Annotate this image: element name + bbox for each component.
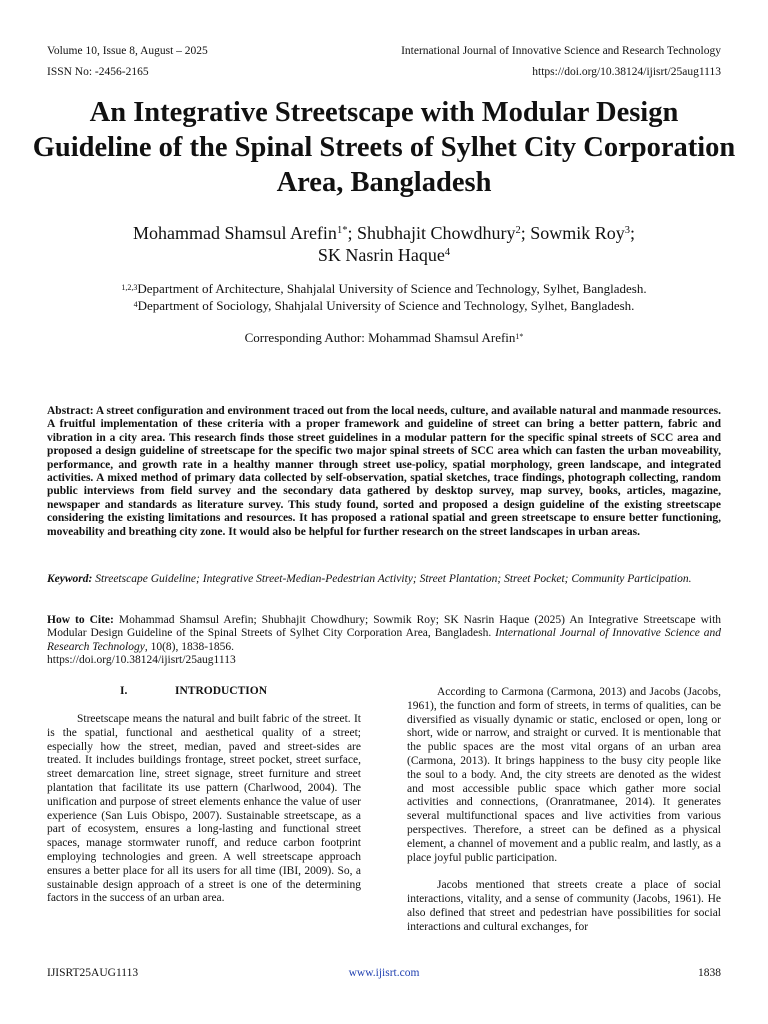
- paragraph: Jacobs mentioned that streets create a place of social interactions, vitality, and a sense of community (Jacobs, 1961). He also defined that street and pedestrian have possibilities for social interactions and cultural exchanges, for: [407, 879, 721, 933]
- right-column: [407, 686, 721, 935]
- abstract-label: Abstract:: [47, 405, 94, 417]
- author-name: Mohammad Shamsul Arefin: [132, 223, 337, 243]
- author-separator: ;: [630, 223, 636, 243]
- header-doi[interactable]: https://doi.org/10.38124/ijisrt/25aug1113: [532, 66, 721, 78]
- corresponding-author-label: Corresponding Author: Mohammad Shamsul Arefin: [244, 330, 516, 345]
- how-to-cite-label: How to Cite:: [47, 614, 114, 626]
- author-separator: ;: [347, 223, 357, 243]
- footer-page-number: 1838: [698, 967, 721, 979]
- affiliation-superscript: 4: [133, 300, 138, 309]
- section-number: I.: [120, 685, 128, 697]
- affiliation-text: Department of Architecture, Shahjalal University of Science and Technology, Sylhet, Bangladesh.: [137, 281, 647, 296]
- how-to-cite-journal: International Journal of Innovative Science and Research Technology: [47, 627, 722, 653]
- affiliation: [30, 298, 738, 314]
- corresponding-author: [30, 330, 738, 346]
- author-superscript: 3: [624, 225, 631, 236]
- header-issn: ISSN No: -2456-2165: [47, 66, 149, 78]
- left-column: [47, 713, 361, 906]
- author-superscript: 1*: [336, 225, 348, 236]
- footer-paper-id: IJISRT25AUG1113: [47, 967, 139, 979]
- paragraph: Streetscape means the natural and built fabric of the street. It is the spatial, functional and aesthetical quality of a street; especially how the street, median, paved and street-sides are treated. It includes buildings frontage, street pocket, street surface, street demarcation line, street signage, street furniture and street plantation that facilitate its use pattern (Charlwood, 2004). The unification and purpose of street elements enhance the value of user experience (San Luis Obispo, 2007). Sustainable streetscape, as a part of ecosystem, ensures a long-lasting and functional street spaces, manage stormwater runoff, and reduce carbon footprint employing technologies and green. A well streetscape approach ensures a better place for all its users for all time (IBI, 2009). So, a sustainable design approach of a street is one of the determining factors in the success of an urban area.: [47, 713, 361, 905]
- affiliation-text: Department of Sociology, Shahjalal University of Science and Technology, Sylhet, Bangladesh.: [137, 298, 635, 313]
- paragraph: According to Carmona (Carmona, 2013) and Jacobs (Jacobs, 1961), the function and form of streets, in terms of qualities, can be diversified as visually dynamic or static, enclosed or open, long or short, wide or narrow, and straight or curved. It is mentionable that the public spaces are the most vital organs of an urban area (Carmona, 2013). It brings happiness to the busy city people like the soul to a body. And, the city streets are denoted as the widest and most accessible public space which gather more social activities and connections, (Oranratmanee, 2014). It generates several multifunctional spaces and live activities from various perspectives. Therefore, a street can be defined as a physical element, a channel of movement and a public realm, and lastly, as a place joyful public participation.: [407, 686, 721, 864]
- keywords-label: Keyword:: [47, 573, 93, 585]
- paper-title: An Integrative Streetscape with Modular Design Guideline of the Spinal Streets of Sylhet City Corporation Area, Bangladesh: [32, 97, 736, 198]
- affiliation: [30, 281, 738, 297]
- how-to-cite-doi[interactable]: https://doi.org/10.38124/ijisrt/25aug1113: [47, 654, 236, 667]
- author-name: SK Nasrin Haque: [317, 245, 445, 265]
- author-name: Sowmik Roy: [530, 223, 625, 243]
- author-superscript: 2: [515, 225, 521, 236]
- affiliation-superscript: 1,2,3: [121, 283, 138, 292]
- author-superscript: 4: [444, 247, 451, 258]
- how-to-cite: [47, 614, 721, 668]
- section-title: INTRODUCTION: [175, 685, 268, 697]
- author-list: [30, 222, 738, 266]
- header-journal: International Journal of Innovative Science and Research Technology: [401, 45, 721, 57]
- keywords: [47, 573, 721, 586]
- abstract-text: A street configuration and environment traced out from the local needs, culture, and available natural and manmade resources. A fruitful implementation of these criteria with a proper framework and guideline of street can bring a better pattern, fabric and vibration in a city area. This research finds those street guidelines in a modular pattern for the specific spinal streets of SCC area and proposed a design guideline of streetscape for the specific two major spinal streets of SCC area which can fasten the urban moveability, performance, and growth rate in a healthy manner through street use-policy, spatial morphology, green landscape, and integrated activities. A mixed method of primary data collected by self-observation, spatial sketches, trace findings, photograph collecting, random public interviews from field survey and the secondary data gathered by desktop survey, map survey, books, articles, magazine, newspaper and standards as literature survey. This study found, sorted and proposed a design guideline of the existing streetscape considering the existing limitations and resources. It has proposed a rational spatial and green streetscape to ensure better functioning, moveability and breathing city zone. It would also be helpful for further research on the street landscapes in urban areas.: [47, 405, 721, 538]
- author-separator: ;: [520, 223, 531, 243]
- how-to-cite-text: Mohammad Shamsul Arefin; Shubhajit Chowdhury; Sowmik Roy; SK Nasrin Haque (2025) An Integrative Streetscape with Modular Design Guideline of the Spinal Streets of Sylhet City Corporation Area, Bangladesh.: [47, 614, 722, 640]
- keywords-text: Streetscape Guideline; Integrative Street-Median-Pedestrian Activity; Street Plantation; Street Pocket; Community Participation.: [95, 573, 692, 585]
- header-volume: Volume 10, Issue 8, August – 2025: [47, 45, 208, 57]
- abstract: [47, 405, 721, 539]
- corresponding-author-superscript: 1*: [515, 332, 524, 341]
- author-name: Shubhajit Chowdhury: [356, 223, 516, 243]
- footer-website-link[interactable]: www.ijisrt.com: [348, 967, 420, 979]
- how-to-cite-details: , 10(8), 1838-1856.: [144, 640, 234, 653]
